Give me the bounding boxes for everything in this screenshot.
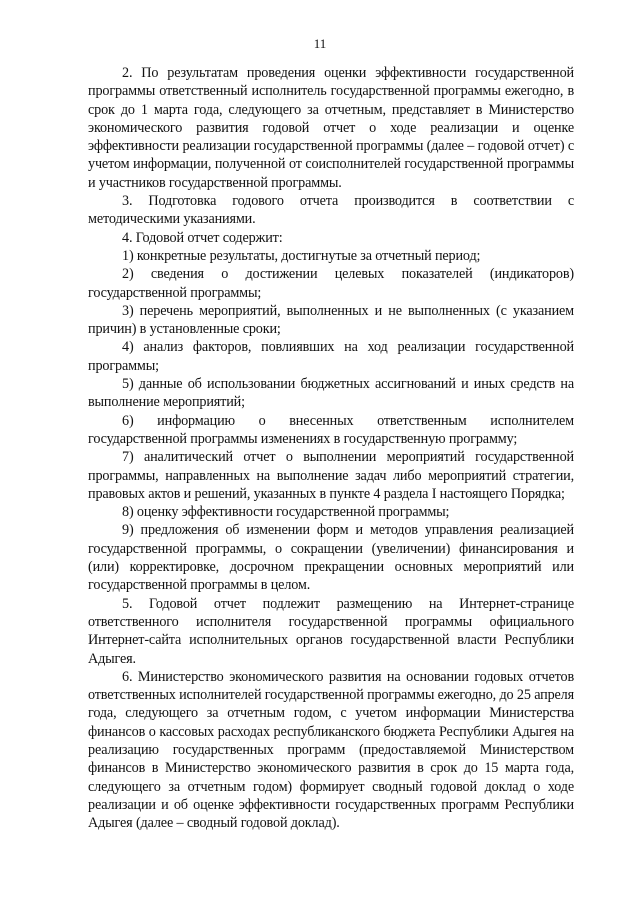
list-item-6-changes: 6) информацию о внесенных ответственным исполнителем государственной программы изменениях в государственную программу; bbox=[88, 412, 574, 447]
paragraph-item-4-report-contents: 4. Годовой отчет содержит: bbox=[122, 229, 283, 246]
list-item-2-indicators: 2) сведения о достижении целевых показателей (индикаторов) государственной программы; bbox=[88, 266, 574, 301]
list-item-1-results: 1) конкретные результаты, достигнутые за отчетный период; bbox=[122, 247, 481, 264]
list-item-7-analytical-report: 7) аналитический отчет о выполнении мероприятий государственной программы, направленных на выполнение задач либо мероприятий стратегии, правовых актов и решений, указанных в пункте 4 раздела I настоящего Порядка; bbox=[88, 449, 574, 502]
paragraph-item-2-annual-report: 2. По результатам проведения оценки эффективности государственной программы ответственный исполнитель государственной программы ежегодно, в срок до 1 марта года, следующего за отчетным, представляет в Министерство экономического развития годовой отчет о ходе реализации и оценке эффективности реализации государственной программы (далее – годовой отчет) с учетом информации, полученной от соисполнителей государственной программы и участников государственной программы. bbox=[88, 65, 574, 191]
paragraph-item-5-publication: 5. Годовой отчет подлежит размещению на Интернет-странице ответственного исполнителя государственной программы официального Интернет-сайта исполнительных органов государственной власти Республики Адыгея. bbox=[88, 595, 574, 667]
list-item-8-efficiency: 8) оценку эффективности государственной программы; bbox=[122, 504, 450, 521]
list-item-3-activities: 3) перечень мероприятий, выполненных и не выполненных (с указанием причин) в установленные сроки; bbox=[88, 302, 574, 338]
list-item-5-budget: 5) данные об использовании бюджетных ассигнований и иных средств на выполнение мероприятий; bbox=[88, 376, 574, 411]
list-item-9-proposals: 9) предложения об изменении форм и методов управления реализацией государственной программы, о сокращении (увеличении) финансирования и (или) корректировке, досрочном прекращении основных мероприятий или государственной программы в целом. bbox=[88, 522, 574, 594]
paragraph-item-3-report-preparation: 3. Подготовка годового отчета производится в соответствии с методическими указаниями. bbox=[88, 193, 574, 228]
list-item-4-factors: 4) анализ факторов, повлиявших на ход реализации государственной программы; bbox=[88, 339, 574, 374]
document-body bbox=[88, 64, 574, 832]
page-number: 11 bbox=[313, 36, 327, 51]
paragraph-item-6-summary-report: 6. Министерство экономического развития на основании годовых отчетов ответственных исполнителей государственной программы ежегодно, до 25 апреля года, следующего за отчетным годом, с учетом информации Министерства финансов о кассовых расходах республиканского бюджета Республики Адыгея на реализацию государственных программ (предоставляемой Министерством финансов в Министерство экономического развития в срок до 15 марта года, следующего за отчетным годом) формирует сводный годовой доклад о ходе реализации и об оценке эффективности государственных программ Республики Адыгея (далее – сводный годовой доклад). bbox=[88, 668, 574, 832]
